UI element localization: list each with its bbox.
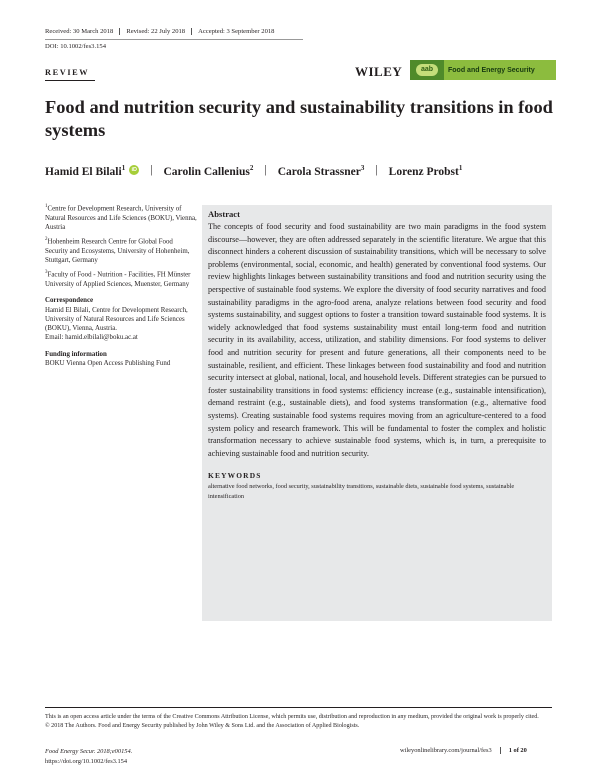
- journal-url[interactable]: wileyonlinelibrary.com/journal/fes3: [400, 747, 501, 754]
- author[interactable]: Hamid El Bilali$^1$: [45, 164, 126, 178]
- journal-logo[interactable]: [410, 60, 556, 80]
- header-divider: [45, 39, 303, 40]
- correspondence-text: Hamid El Bilali, Centre for Development Research, University of Natural Resources and Life Sciences (BOKU), Vienna, Austria.: [45, 306, 188, 333]
- doi[interactable]: DOI: 10.1002/fes3.154: [45, 43, 106, 50]
- funding-heading: Funding information: [45, 350, 107, 358]
- section-underline: [45, 80, 95, 81]
- publisher-logo[interactable]: WILEY: [355, 64, 403, 79]
- received-date: Received: 30 March 2018: [45, 28, 120, 35]
- article-info-sidebar: [45, 202, 197, 368]
- orcid-icon[interactable]: iD: [129, 165, 139, 175]
- aab-logo-icon: [410, 60, 444, 80]
- section-label: REVIEW: [45, 68, 90, 77]
- abstract-heading: Abstract: [208, 209, 240, 219]
- funding-text: BOKU Vienna Open Access Publishing Fund: [45, 360, 171, 368]
- citation-block: [45, 747, 132, 767]
- affiliation: $^1$Centre for Development Research, University of Natural Resources and Life Sciences (BOKU), Vienna, Austria: [45, 204, 197, 231]
- author-list: [45, 164, 462, 178]
- affiliation: $^2$Hohenheim Research Centre for Global Food Security and Ecosystems, University of Hohenheim, Stuttgart, Germany: [45, 237, 190, 265]
- author[interactable]: Lorenz Probst$^1$: [388, 164, 463, 178]
- copyright-text: © 2018 The Authors. Food and Energy Security published by John Wiley & Sons Ltd. and the Association of Applied Biologists.: [45, 722, 360, 729]
- journal-name: Food and Energy Security: [448, 66, 535, 74]
- author-separator: |: [150, 164, 153, 176]
- article-dates: [45, 28, 286, 35]
- doi-link[interactable]: https://doi.org/10.1002/fes3.154: [45, 758, 128, 765]
- license-text: This is an open access article under the terms of the Creative Commons Attribution License, which permits use, distribution and reproduction in any medium, provided the original work is properly cited.: [45, 714, 539, 720]
- footer-divider: [45, 707, 552, 708]
- keywords-text: alternative food networks, food security, sustainability transitions, sustainable diets, sustainable food systems, sustainable intensification: [208, 483, 515, 500]
- citation: Food Energy Secur. 2018;e00154.: [45, 748, 133, 755]
- author-separator: |: [375, 164, 378, 176]
- license-notice: [45, 713, 552, 731]
- abstract-box: [202, 205, 552, 621]
- author[interactable]: Carola Strassner$^3$: [277, 164, 365, 178]
- revised-date: Revised: 22 July 2018: [126, 28, 192, 35]
- affiliation: $^3$Faculty of Food - Nutrition - Facilities, FH Münster University of Applied Sciences, Muenster, Germany: [45, 270, 191, 288]
- aab-logo-text: aab: [416, 64, 438, 76]
- page-number: 1 of 20: [508, 747, 527, 754]
- correspondence-heading: Correspondence: [45, 297, 94, 305]
- accepted-date: Accepted: 3 September 2018: [198, 28, 275, 35]
- author[interactable]: Carolin Callenius$^2$: [163, 164, 254, 178]
- keywords-heading: KEYWORDS: [208, 471, 262, 481]
- author-separator: |: [264, 164, 267, 176]
- abstract-text: The concepts of food security and food sustainability are two main paradigms in the food system discourse—however, they are often addressed separately in the scientific literature. We argue that this disconnect hinders a coherent discussion of sustainability transitions, which will be necessary to solve problems (environmental, social, economic, and health) generated by conventional food systems. Our review highlights linkages between sustainability transitions and food and nutrition security using the perspective of sustainable food systems. We explore the diversity of food security narratives and food sustainability paradigms in the agro-food arena, analyze relations between food security and food systems sustainability, and suggest options to foster a transition toward sustainable food systems. It is widely acknowledged that food systems sustainability must entail long-term food and nutrition security in its availability, access, utilization, and stability dimensions. For food systems to deliver food and nutrition security for present and future generations, all their components need to be sustainable, resilient, and efficient. These linkages between food sustainability and food and nutrition security intersect at global, national, local, and household levels. Different strategies can be pursued to foster sustainability transitions in food systems: efficiency increase (e.g., sustainable intensification), demand restraint (e.g., sustainable diets), and food systems transformation (e.g., alternative food systems). Creating sustainable food systems requires moving from an agriculture-centered to a food system policy and research framework. This will be fundamental to foster the complex and holistic transformation necessary to achieve sustainable food systems, which is, in turn, a prerequisite to achieving sustainable food and nutrition security.: [208, 222, 546, 458]
- correspondence-email[interactable]: Email: hamid.elbilali@boku.ac.at: [45, 334, 138, 342]
- page-footer-right: [400, 747, 527, 754]
- article-title: Food and nutrition security and sustainability transitions in food systems: [45, 97, 553, 140]
